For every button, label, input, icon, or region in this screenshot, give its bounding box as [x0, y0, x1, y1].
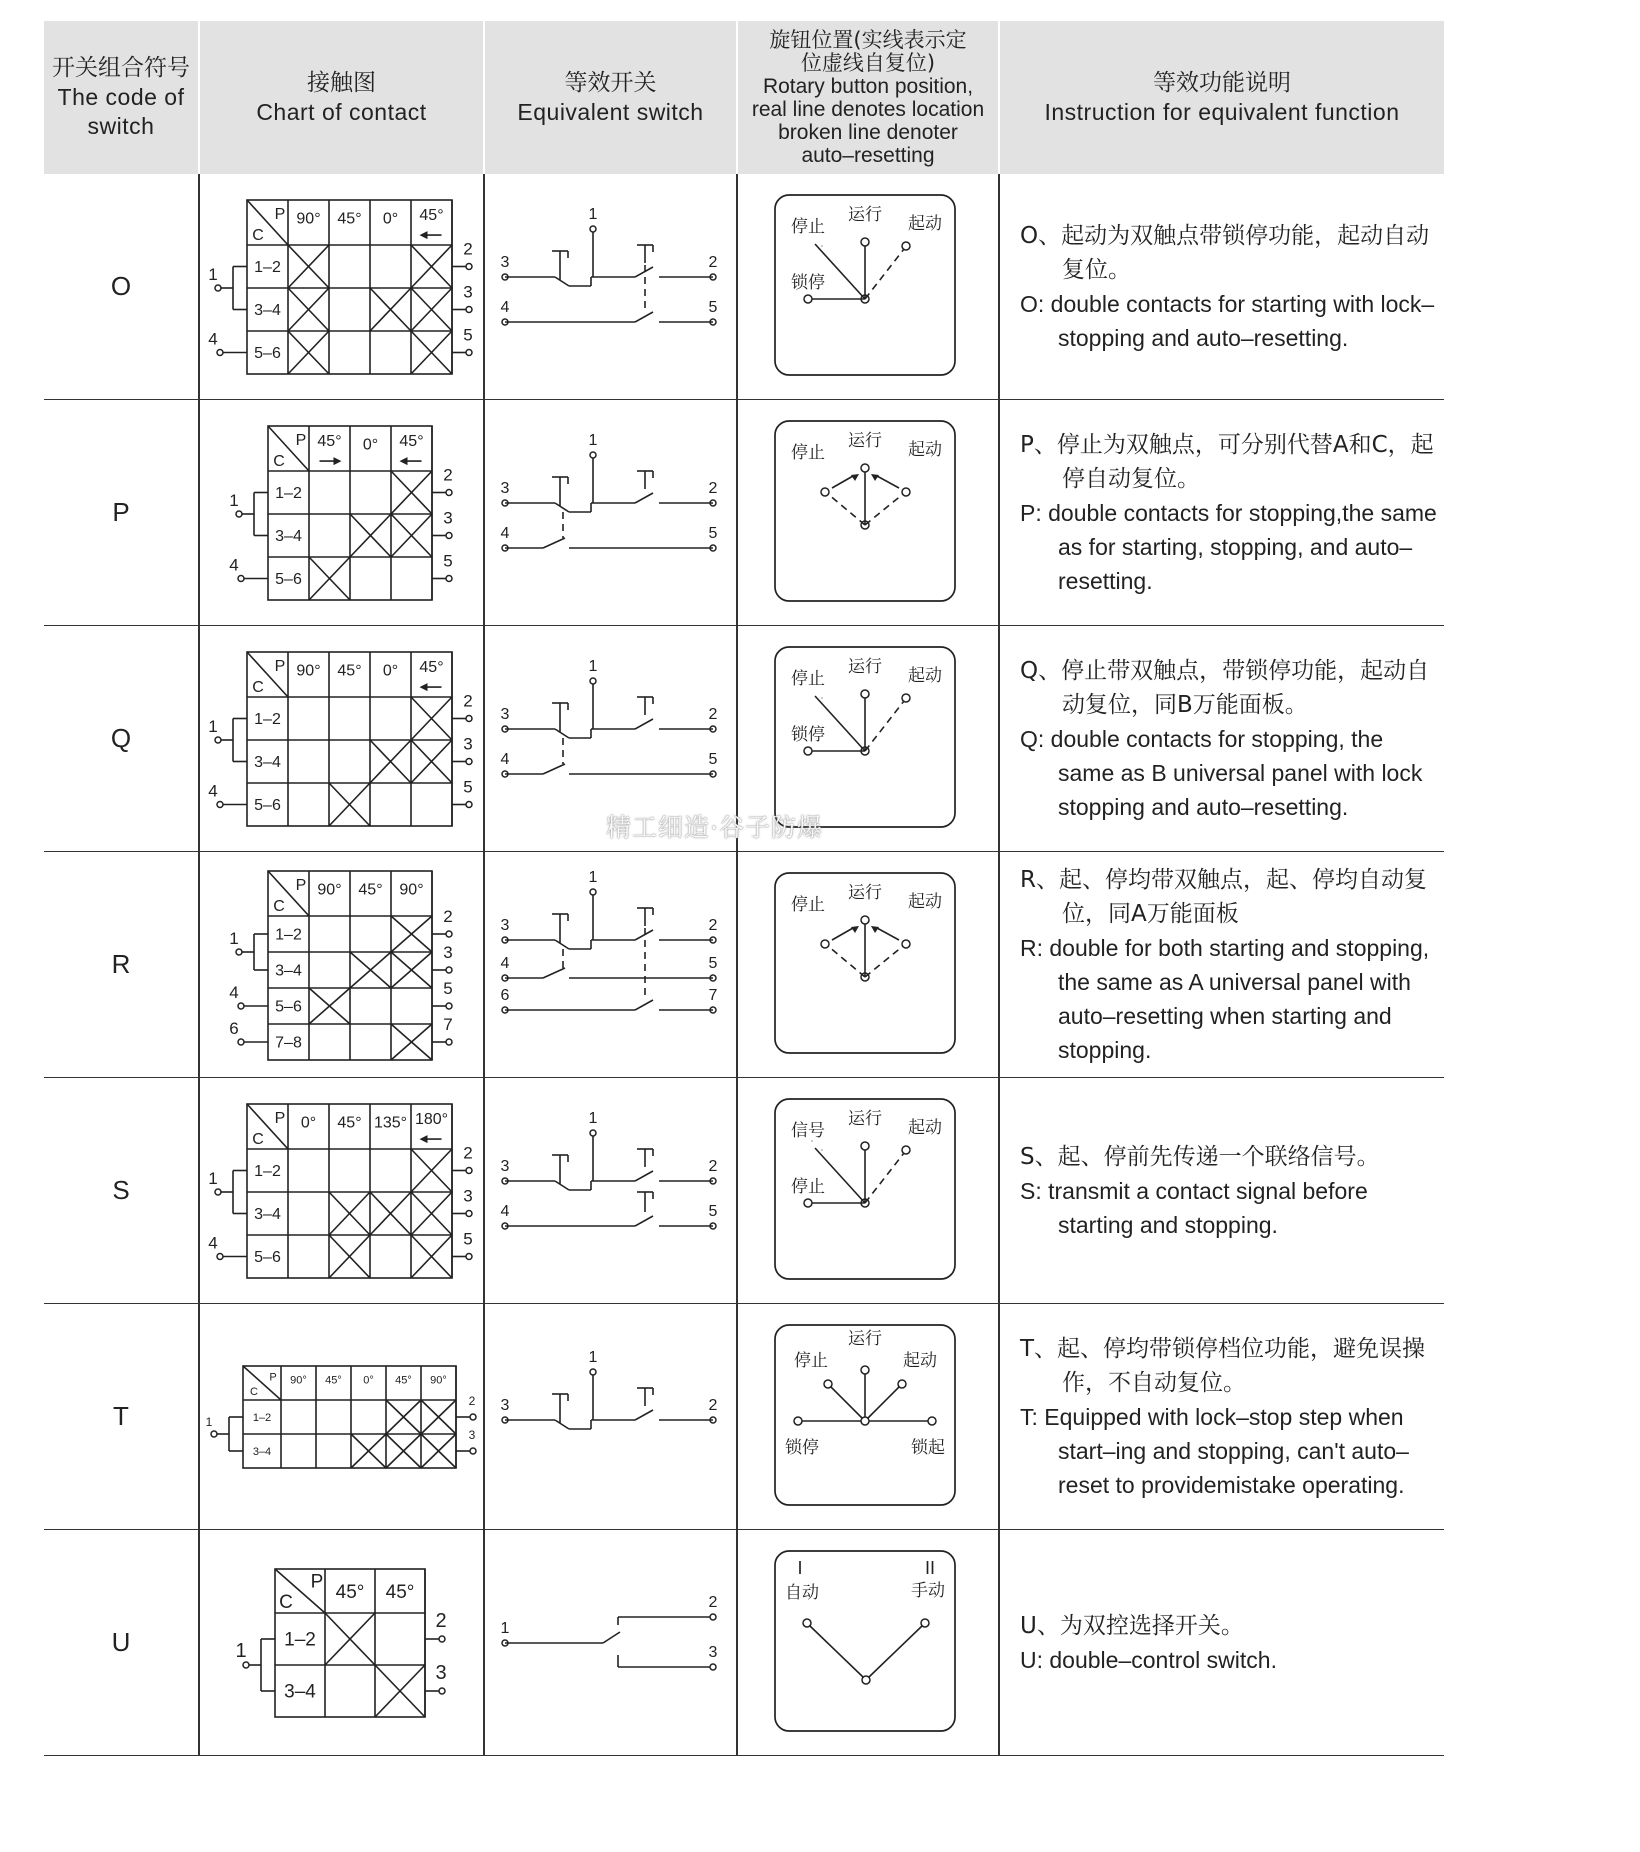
contact-closed-mark	[288, 288, 329, 331]
contact-closed-mark	[411, 697, 452, 740]
terminal-label: 5	[708, 1203, 718, 1220]
arrow-icon	[420, 1135, 428, 1143]
terminal-label: 2	[708, 480, 718, 497]
table-row	[44, 1304, 1444, 1530]
contact-closed-mark	[370, 740, 411, 783]
header-rotary	[738, 21, 998, 174]
corner-c: C	[252, 679, 264, 696]
right-terminal: 3	[435, 1662, 447, 1684]
equivalent-switch	[485, 852, 736, 1078]
arrow-icon	[334, 457, 342, 465]
rotary-label: 起动	[908, 666, 942, 686]
rotary-label: 信号	[791, 1121, 825, 1141]
switch-code: P	[112, 497, 130, 527]
terminal-label: 2	[708, 254, 718, 271]
terminal-label: 3	[500, 1158, 510, 1175]
header-code-en2: switch	[87, 113, 155, 139]
contact-closed-mark	[411, 245, 452, 288]
row-contact: 5–6	[254, 345, 281, 363]
right-terminal: 7	[443, 1015, 453, 1034]
row-contact: 5–6	[275, 998, 302, 1016]
contact-closed-mark	[309, 988, 350, 1024]
switch-code: T	[113, 1401, 129, 1431]
col-angle: 45°	[419, 658, 444, 676]
contact-closed-mark	[288, 245, 329, 288]
watermark: 精工细造·谷子防爆	[606, 813, 823, 842]
left-terminal: 4	[229, 983, 239, 1002]
switch-code: U	[111, 1627, 131, 1657]
header-code-en1: The code of	[57, 84, 185, 110]
contact-closed-mark	[391, 514, 432, 557]
row-contact: 1–2	[254, 711, 281, 729]
terminal-label: 2	[708, 706, 718, 723]
col-angle: 135°	[373, 1114, 408, 1132]
header-code-zh: 开关组合符号	[52, 55, 190, 81]
col-angle: 45°	[335, 1581, 365, 1603]
contact-closed-mark	[411, 288, 452, 331]
equivalent-switch-diagram	[501, 869, 718, 1013]
right-terminal: 5	[463, 325, 473, 345]
rotary-label: 运行	[848, 431, 882, 451]
col-angle: 45°	[385, 1581, 415, 1603]
rotary-label: 起动	[908, 892, 942, 912]
contact-closed-mark	[350, 952, 391, 988]
contact-chart	[200, 852, 483, 1078]
right-terminal: 5	[443, 979, 453, 998]
terminal-label: 1	[588, 1110, 598, 1127]
left-terminal: 6	[229, 1019, 239, 1038]
col-angle: 45°	[358, 881, 383, 899]
row-contact: 1–2	[254, 1163, 281, 1181]
contact-closed-mark	[375, 1665, 425, 1717]
rotary-label: 运行	[848, 657, 882, 677]
right-terminal: 3	[463, 1186, 473, 1206]
right-terminal: 3	[443, 943, 453, 962]
contact-closed-mark	[370, 1192, 411, 1235]
col-angle: 45°	[337, 662, 362, 680]
contact-chart	[200, 1304, 483, 1530]
contact-closed-mark	[391, 471, 432, 514]
left-terminal: 1	[208, 1169, 218, 1188]
function-description	[1020, 1304, 1444, 1529]
terminal-label: 2	[708, 1397, 718, 1414]
equivalent-switch	[485, 1530, 736, 1756]
left-terminal: 1	[235, 1640, 247, 1662]
description-zh: P、停止为双触点，可分别代替A和C，起停自动复位。	[1020, 431, 1434, 492]
corner-p: P	[274, 1109, 286, 1127]
contact-grid	[206, 1366, 476, 1468]
function-table	[44, 21, 1444, 1756]
function-description	[1020, 1078, 1444, 1303]
description-en: S: transmit a contact signal before starting and stopping.	[1020, 1177, 1368, 1238]
rotary-label: 停止	[791, 1177, 825, 1197]
column-divider	[998, 626, 1000, 851]
rotary-position	[738, 1078, 998, 1304]
description-en: T: Equipped with lock–stop step when start–ing and stopping, can't auto–reset to providemistake operating.	[1020, 1403, 1409, 1498]
col-angle: 90°	[290, 1374, 307, 1387]
terminal-label: 4	[500, 299, 510, 316]
rotary-label: 自动	[785, 1583, 819, 1603]
description-en: U: double–control switch.	[1020, 1646, 1277, 1673]
col-angle: 45°	[317, 432, 342, 450]
row-contact: 7–8	[275, 1034, 302, 1052]
column-divider	[998, 852, 1000, 1077]
header-rotary-en1: Rotary button position,	[762, 74, 974, 98]
function-description	[1020, 1530, 1444, 1755]
col-angle: 45°	[337, 1114, 362, 1132]
contact-grid	[235, 1569, 446, 1717]
corner-p: P	[274, 205, 286, 223]
function-description	[1020, 400, 1444, 625]
rotary-label: 手动	[911, 1581, 945, 1601]
rotary-position-diagram	[775, 873, 955, 1053]
rotary-label: 运行	[848, 1109, 882, 1129]
col-angle: 45°	[337, 210, 362, 228]
right-terminal: 2	[463, 1143, 473, 1163]
contact-grid	[229, 426, 452, 600]
corner-p: P	[295, 876, 307, 894]
terminal-label: 3	[500, 1397, 510, 1414]
row-contact: 1–2	[275, 485, 302, 503]
rotary-label: 运行	[848, 883, 882, 903]
description-en: Q: double contacts for stopping, the same as B universal panel with lock stopping and auto–resetting.	[1020, 725, 1423, 820]
description-zh: U、为双控选择开关。	[1020, 1612, 1244, 1639]
contact-grid	[208, 652, 472, 826]
equivalent-switch	[485, 1078, 736, 1304]
contact-grid	[229, 871, 452, 1060]
rotary-label: 起动	[908, 214, 942, 234]
corner-p: P	[310, 1571, 324, 1593]
terminal-label: 3	[500, 917, 510, 934]
corner-p: P	[269, 1371, 277, 1384]
equivalent-switch	[485, 174, 736, 400]
column-divider	[998, 174, 1000, 399]
right-terminal: 2	[463, 239, 473, 259]
row-contact: 3–4	[284, 1681, 316, 1703]
terminal-label: 5	[708, 751, 718, 768]
right-terminal: 2	[468, 1394, 476, 1408]
terminal-label: 1	[588, 869, 598, 886]
contact-closed-mark	[411, 1149, 452, 1192]
contact-grid	[208, 1104, 472, 1278]
rotary-label: 运行	[848, 1329, 882, 1349]
row-contact: 3–4	[252, 1445, 272, 1458]
rotary-label: II	[924, 1558, 936, 1578]
header-equiv-en: Equivalent switch	[517, 98, 704, 125]
header-instr-en: Instruction for equivalent function	[1044, 98, 1400, 125]
right-terminal: 2	[443, 907, 453, 926]
col-angle: 90°	[296, 210, 321, 228]
right-terminal: 3	[468, 1428, 476, 1442]
left-terminal: 1	[205, 1415, 213, 1429]
row-contact: 5–6	[275, 571, 302, 589]
switch-code: S	[112, 1175, 130, 1205]
contact-closed-mark	[421, 1400, 456, 1434]
row-contact: 3–4	[275, 528, 302, 546]
header-equiv	[485, 21, 736, 174]
function-description	[1020, 174, 1444, 399]
terminal-label: 2	[708, 1594, 718, 1611]
corner-c: C	[252, 1131, 264, 1148]
col-angle: 45°	[399, 432, 424, 450]
arrow-icon	[420, 231, 428, 239]
contact-closed-mark	[309, 557, 350, 600]
header-chart	[200, 21, 483, 174]
right-terminal: 5	[463, 777, 473, 797]
rotary-position	[738, 400, 998, 626]
contact-closed-mark	[329, 1235, 370, 1278]
row-contact: 5–6	[254, 797, 281, 815]
left-terminal: 1	[208, 265, 218, 284]
corner-p: P	[274, 657, 286, 675]
rotary-label: 运行	[848, 205, 882, 225]
corner-c: C	[250, 1386, 258, 1398]
contact-closed-mark	[325, 1613, 375, 1665]
description-en: O: double contacts for starting with lock–stopping and auto–resetting.	[1020, 290, 1435, 351]
table-row	[44, 174, 1444, 400]
left-terminal: 4	[229, 555, 239, 575]
col-angle: 180°	[414, 1110, 449, 1128]
function-description	[1020, 852, 1444, 1077]
contact-chart	[200, 174, 483, 400]
rotary-position-diagram	[775, 1325, 955, 1505]
row-contact: 3–4	[254, 1206, 281, 1224]
terminal-label: 3	[500, 254, 510, 271]
column-divider	[998, 1078, 1000, 1303]
left-terminal: 1	[229, 491, 239, 510]
rotary-label: 起动	[908, 1118, 942, 1138]
arrow-icon	[420, 683, 428, 691]
contact-closed-mark	[351, 1434, 386, 1468]
header-code	[44, 21, 198, 174]
switch-code: R	[111, 949, 131, 979]
corner-c: C	[273, 453, 285, 470]
function-description	[1020, 626, 1444, 851]
rotary-label: 停止	[791, 443, 825, 463]
rotary-label: 锁停	[791, 725, 825, 745]
contact-chart	[200, 1078, 483, 1304]
table-row	[44, 1078, 1444, 1304]
switch-code: O	[110, 271, 132, 301]
terminal-label: 4	[500, 955, 510, 972]
right-terminal: 5	[443, 551, 453, 571]
contact-closed-mark	[391, 952, 432, 988]
contact-closed-mark	[329, 783, 370, 826]
col-angle: 90°	[430, 1374, 447, 1387]
description-zh: O、起动为双触点带锁停功能，起动自动复位。	[1020, 222, 1430, 283]
rotary-position-diagram	[775, 195, 955, 375]
contact-closed-mark	[411, 331, 452, 374]
right-terminal: 3	[463, 734, 473, 754]
left-terminal: 4	[208, 781, 218, 801]
rotary-label: 锁停	[791, 273, 825, 293]
contact-closed-mark	[370, 288, 411, 331]
rotary-label: 停止	[791, 217, 825, 237]
header-rotary-en2: real line denotes location	[751, 97, 985, 121]
rotary-label: 锁停	[785, 1438, 819, 1458]
row-contact: 5–6	[254, 1249, 281, 1267]
col-angle: 45°	[325, 1374, 342, 1387]
terminal-label: 4	[500, 1203, 510, 1220]
equivalent-switch-diagram	[501, 206, 718, 325]
terminal-label: 2	[708, 917, 718, 934]
col-angle: 0°	[300, 1114, 317, 1132]
contact-chart	[200, 1530, 483, 1756]
header-rotary-zh1: 旋钮位置(实线表示定	[769, 27, 967, 52]
rotary-label: 锁起	[911, 1438, 945, 1458]
rotary-label: 起动	[908, 440, 942, 460]
terminal-label: 1	[588, 432, 598, 449]
rotary-position	[738, 1304, 998, 1530]
equivalent-switch	[485, 400, 736, 626]
column-divider	[998, 1530, 1000, 1755]
contact-closed-mark	[350, 514, 391, 557]
contact-closed-mark	[288, 331, 329, 374]
terminal-label: 3	[500, 480, 510, 497]
description-zh: T、起、停均带锁停档位功能，避免误操作，不自动复位。	[1020, 1335, 1426, 1396]
terminal-label: 2	[708, 1158, 718, 1175]
rotary-label: I	[797, 1558, 803, 1578]
switch-code: Q	[110, 723, 132, 753]
rotary-position-diagram	[775, 1551, 955, 1731]
rotary-position	[738, 174, 998, 400]
contact-closed-mark	[391, 1024, 432, 1060]
header-rotary-en4: auto–resetting	[801, 143, 935, 167]
terminal-label: 4	[500, 525, 510, 542]
arrow-icon	[400, 457, 408, 465]
terminal-label: 3	[708, 1644, 718, 1661]
description-zh: R、起、停均带双触点，起、停均自动复位，同A万能面板	[1020, 866, 1427, 927]
terminal-label: 3	[500, 706, 510, 723]
rotary-position-diagram	[775, 421, 955, 601]
header-rotary-en3: broken line denoter	[778, 120, 958, 144]
table-row	[44, 1530, 1444, 1756]
col-angle: 45°	[395, 1374, 412, 1387]
terminal-label: 5	[708, 525, 718, 542]
col-angle: 45°	[419, 206, 444, 224]
right-terminal: 5	[463, 1229, 473, 1249]
row-contact: 1–2	[275, 926, 302, 944]
rotary-position-diagram	[775, 1099, 955, 1279]
description-en: R: double for both starting and stopping, the same as A universal panel with auto–resetting when starting and stopping.	[1020, 934, 1430, 1063]
right-terminal: 2	[463, 691, 473, 711]
column-divider	[998, 400, 1000, 625]
corner-c: C	[252, 227, 264, 244]
rotary-position	[738, 852, 998, 1078]
rotary-label: 起动	[903, 1351, 937, 1371]
table-row	[44, 400, 1444, 626]
header-chart-zh: 接触图	[307, 69, 376, 96]
header-instr	[1000, 21, 1444, 174]
contact-grid	[208, 200, 472, 374]
terminal-label: 1	[588, 206, 598, 223]
header-equiv-zh: 等效开关	[564, 69, 657, 96]
row-contact: 3–4	[254, 302, 281, 320]
contact-chart	[200, 400, 483, 626]
row-contact: 3–4	[254, 754, 281, 772]
left-terminal: 4	[208, 329, 218, 349]
description-zh: S、起、停前先传递一个联络信号。	[1020, 1143, 1380, 1170]
table-row	[44, 852, 1444, 1078]
terminal-label: 1	[588, 658, 598, 675]
equivalent-switch-diagram	[501, 1349, 718, 1429]
left-terminal: 4	[208, 1233, 218, 1253]
right-terminal: 3	[463, 282, 473, 302]
header-chart-en: Chart of contact	[256, 98, 427, 125]
contact-closed-mark	[421, 1434, 456, 1468]
table-body	[44, 174, 1444, 1756]
terminal-label: 5	[708, 299, 718, 316]
equivalent-switch-diagram	[501, 432, 718, 551]
col-angle: 90°	[296, 662, 321, 680]
terminal-label: 1	[500, 1620, 510, 1637]
terminal-label: 1	[588, 1349, 598, 1366]
terminal-label: 7	[708, 987, 718, 1004]
contact-chart	[200, 626, 483, 852]
row-contact: 3–4	[275, 962, 302, 980]
contact-closed-mark	[411, 1192, 452, 1235]
right-terminal: 2	[443, 465, 453, 485]
terminal-label: 4	[500, 751, 510, 768]
rotary-label: 停止	[791, 895, 825, 915]
col-angle: 0°	[362, 436, 379, 454]
contact-closed-mark	[386, 1400, 421, 1434]
contact-closed-mark	[386, 1434, 421, 1468]
equivalent-switch	[485, 1304, 736, 1530]
equivalent-switch-diagram	[501, 1594, 718, 1670]
left-terminal: 1	[229, 929, 239, 948]
col-angle: 0°	[363, 1374, 374, 1387]
equivalent-switch-diagram	[501, 658, 718, 777]
col-angle: 0°	[382, 662, 399, 680]
contact-closed-mark	[329, 1192, 370, 1235]
rotary-label: 停止	[791, 669, 825, 689]
header-rotary-zh2: 位虚线自复位)	[800, 50, 936, 75]
table-header	[44, 21, 1444, 174]
contact-closed-mark	[391, 916, 432, 952]
description-en: P: double contacts for stopping,the same as for starting, stopping, and auto–resetting.	[1020, 499, 1437, 594]
col-angle: 90°	[399, 881, 424, 899]
corner-c: C	[273, 898, 285, 915]
contact-closed-mark	[411, 740, 452, 783]
corner-p: P	[295, 431, 307, 449]
header-instr-zh: 等效功能说明	[1153, 69, 1291, 96]
description-zh: Q、停止带双触点，带锁停功能，起动自动复位，同B万能面板。	[1020, 657, 1430, 718]
contact-closed-mark	[411, 1235, 452, 1278]
terminal-label: 6	[500, 987, 510, 1004]
left-terminal: 1	[208, 717, 218, 736]
right-terminal: 2	[435, 1610, 447, 1632]
row-contact: 1–2	[252, 1411, 272, 1424]
row-contact: 1–2	[284, 1629, 316, 1651]
terminal-label: 5	[708, 955, 718, 972]
col-angle: 90°	[317, 881, 342, 899]
right-terminal: 3	[443, 508, 453, 528]
rotary-position	[738, 1530, 998, 1756]
rotary-label: 停止	[794, 1351, 828, 1371]
row-contact: 1–2	[254, 259, 281, 277]
col-angle: 0°	[382, 210, 399, 228]
column-divider	[998, 1304, 1000, 1529]
rotary-position-diagram	[775, 647, 955, 827]
equivalent-switch-diagram	[501, 1110, 718, 1229]
corner-c: C	[279, 1592, 293, 1613]
